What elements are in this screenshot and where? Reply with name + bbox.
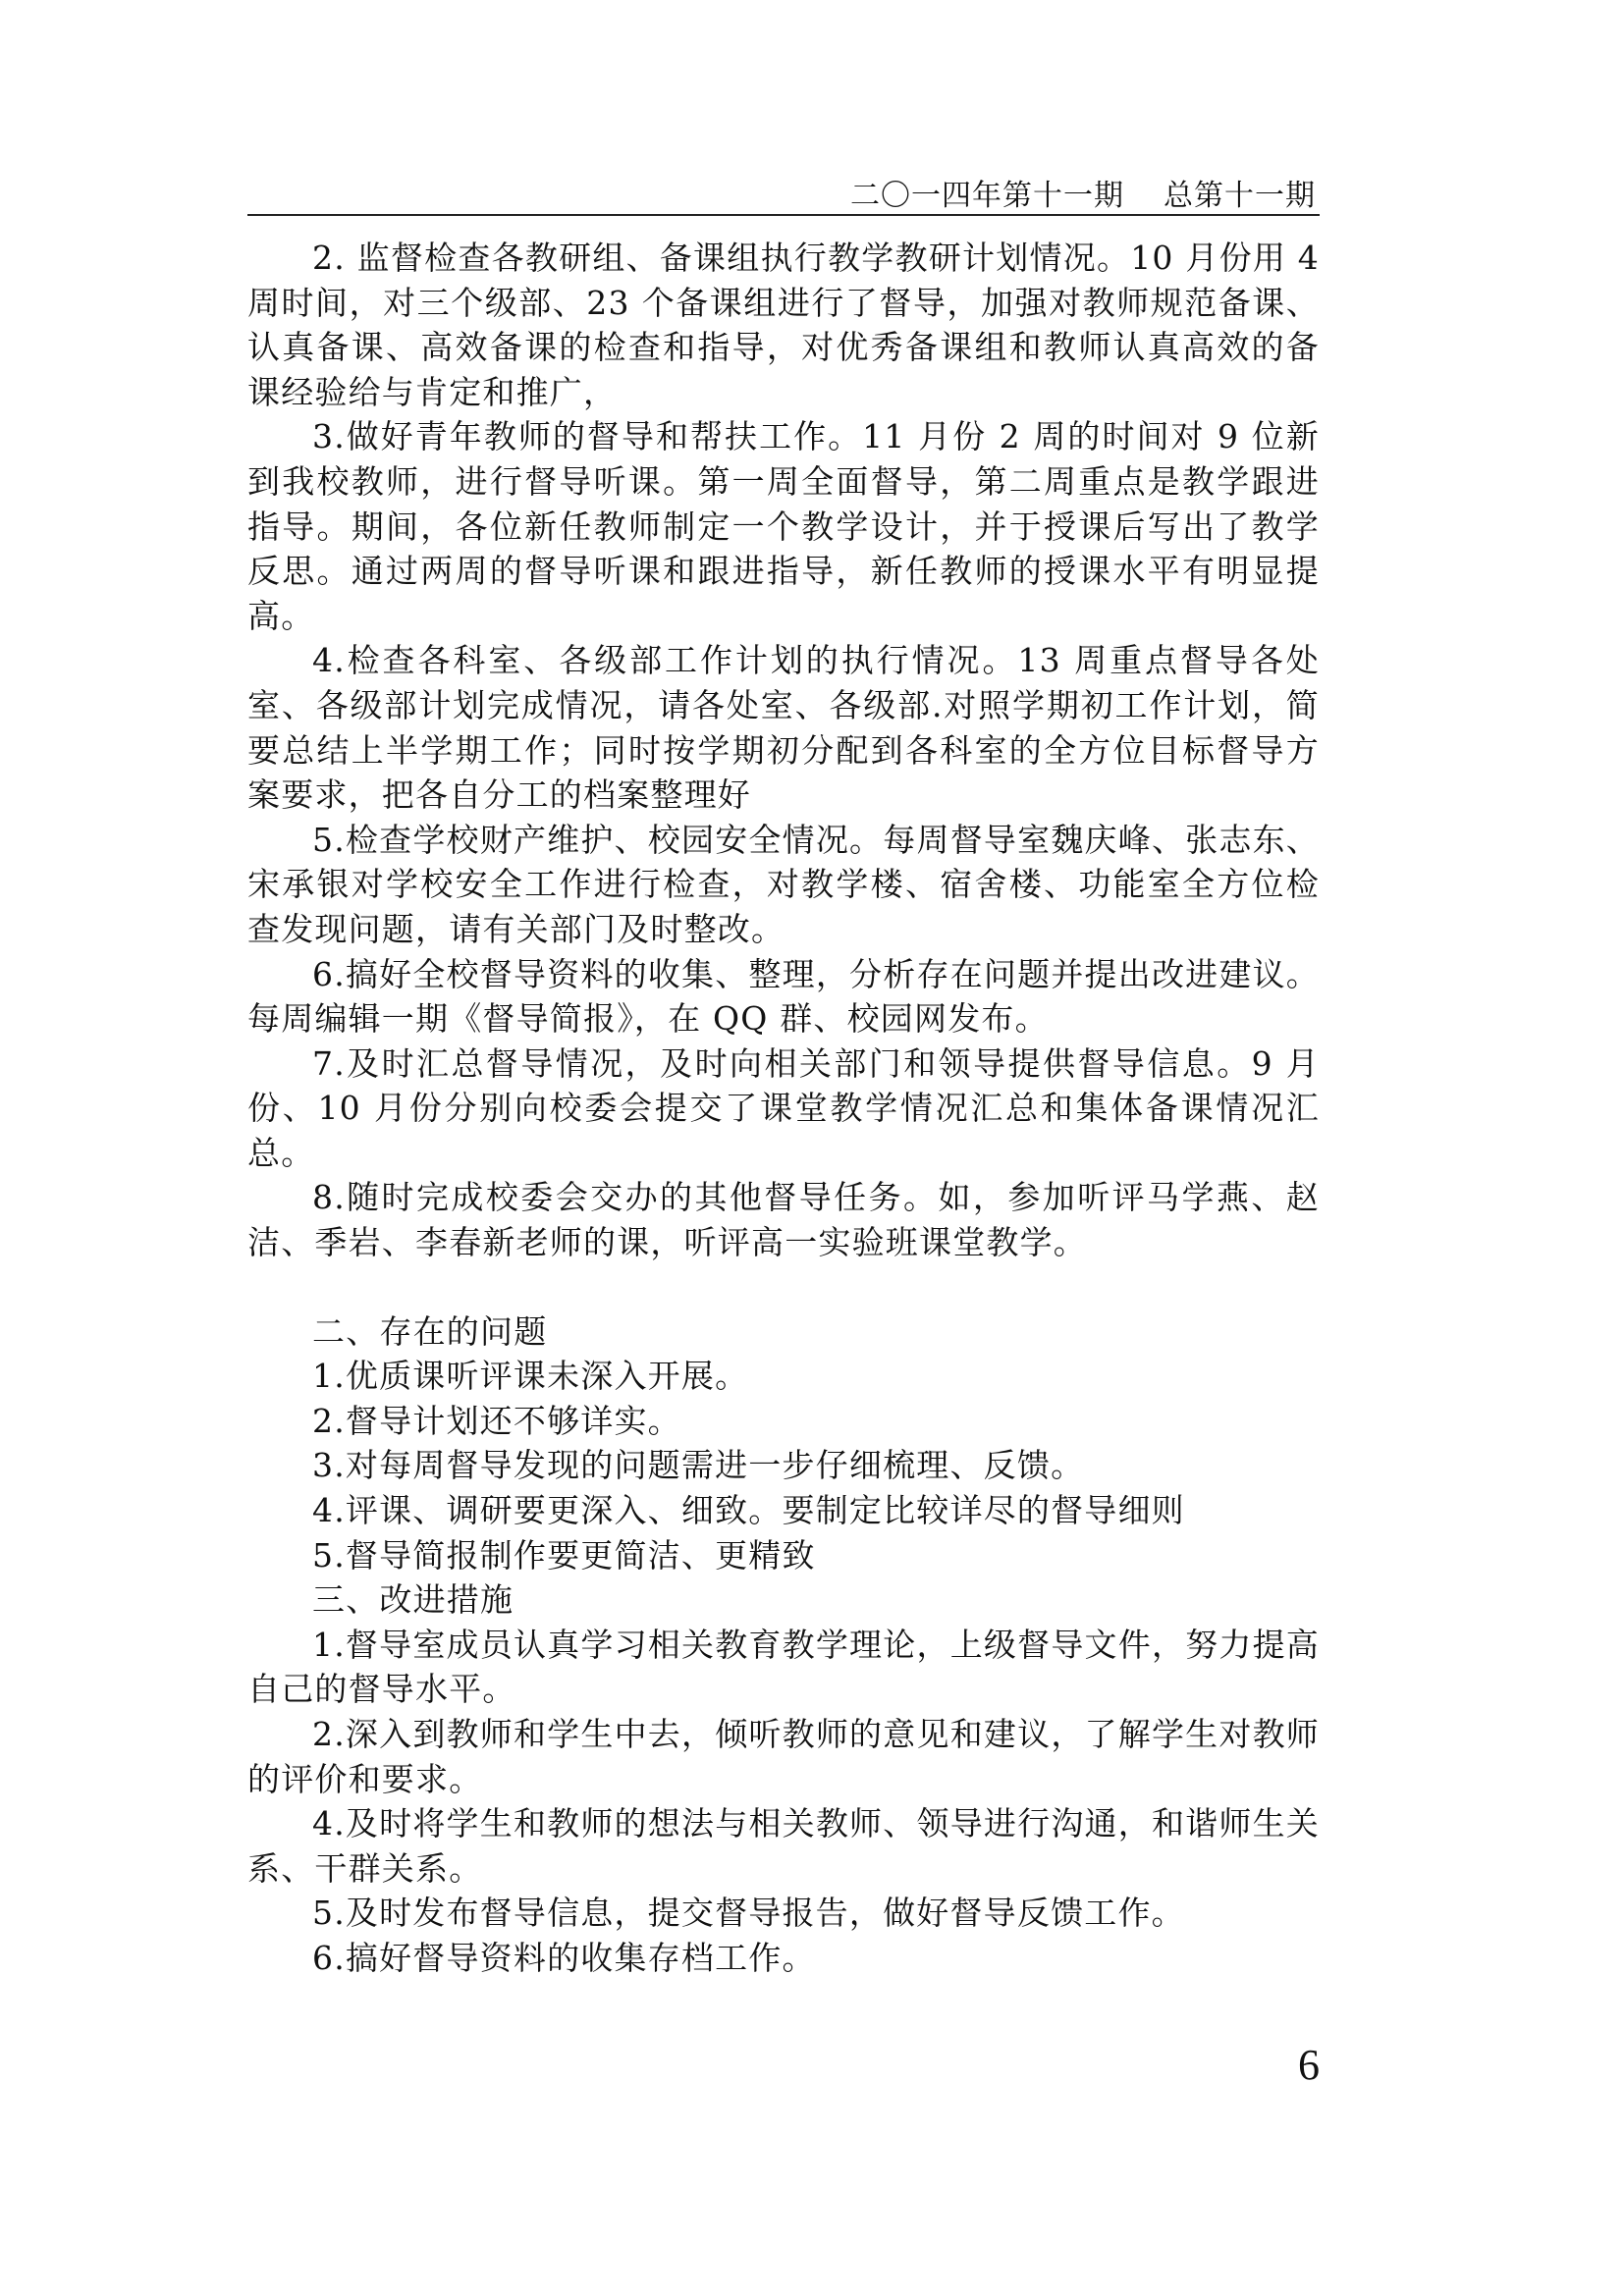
section1-item-4: 4.检查各科室、各级部工作计划的执行情况。13 周重点督导各处室、各级部计划完成情况，请各处室、各级部.对照学期初工作计划，简要总结上半学期工作；同时按学期初分配到各科室的全方位目标督导方案要求，把各自分工的档案整理好 bbox=[247, 641, 1320, 815]
section2-item-3: 3.对每周督导发现的问题需进一步仔细梳理、反馈。 bbox=[312, 1446, 1085, 1485]
section1-item-7: 7.及时汇总督导情况，及时向相关部门和领导提供督导信息。9 月份、10 月份分别向校委会提交了课堂教学情况汇总和集体备课情况汇总。 bbox=[247, 1043, 1320, 1172]
section1-item-6: 6.搞好全校督导资料的收集、整理，分析存在问题并提出改进建议。每周编辑一期《督导简报》，在 QQ 群、校园网发布。 bbox=[247, 954, 1320, 1039]
section2-item-5: 5.督导简报制作要更简洁、更精致 bbox=[312, 1535, 816, 1575]
section1-item-3: 3.做好青年教师的督导和帮扶工作。11 月份 2 周的时间对 9 位新到我校教师，进行督导听课。第一周全面督导，第二周重点是教学跟进指导。期间，各位新任教师制定一个教学设计，并于授课后写出了教学反思。通过两周的督导听课和跟进指导，新任教师的授课水平有明显提高。 bbox=[247, 417, 1320, 635]
page-number: 6 bbox=[1298, 2041, 1320, 2089]
section2-title: 二、存在的问题 bbox=[312, 1311, 548, 1351]
page-body bbox=[247, 236, 1320, 1981]
section1-item-2: 2. 监督检查各教研组、备课组执行教学教研计划情况。10 月份用 4 周时间，对三个级部、23 个备课组进行了督导，加强对教师规范备课、认真备课、高效备课的检查和指导，对优秀备课组和教师认真高效的备课经验给与肯定和推广， bbox=[247, 239, 1320, 411]
header-issue: 二〇一四年第十一期 bbox=[850, 179, 1124, 213]
section-gap bbox=[247, 1265, 1320, 1309]
section3-item-1: 1.督导室成员认真学习相关教育教学理论，上级督导文件，努力提高自己的督导水平。 bbox=[247, 1625, 1320, 1709]
section1-item-8: 8.随时完成校委会交办的其他督导任务。如，参加听评马学燕、赵洁、季岩、李春新老师的课，听评高一实验班课堂教学。 bbox=[247, 1178, 1320, 1262]
section3-item-5: 5.及时发布督导信息，提交督导报告，做好督导反馈工作。 bbox=[312, 1894, 1185, 1933]
section3-item-6: 6.搞好督导资料的收集存档工作。 bbox=[312, 1938, 816, 1977]
section2-item-1: 1.优质课听评课未深入开展。 bbox=[312, 1357, 749, 1396]
header-total-issue: 总第十一期 bbox=[1164, 179, 1316, 213]
running-header bbox=[247, 165, 1320, 216]
section3-item-2: 2.深入到教师和学生中去，倾听教师的意见和建议，了解学生对教师的评价和要求。 bbox=[247, 1715, 1320, 1798]
section3-item-4: 4.及时将学生和教师的想法与相关教师、领导进行沟通，和谐师生关系、干群关系。 bbox=[247, 1804, 1320, 1888]
header-text bbox=[850, 171, 1316, 214]
section2-item-2: 2.督导计划还不够详实。 bbox=[312, 1401, 681, 1440]
section1-item-5: 5.检查学校财产维护、校园安全情况。每周督导室魏庆峰、张志东、宋承银对学校安全工作进行检查，对教学楼、宿舍楼、功能室全方位检查发现问题，请有关部门及时整改。 bbox=[247, 820, 1320, 948]
section3-title: 三、改进措施 bbox=[312, 1580, 514, 1620]
section2-item-4: 4.评课、调研要更深入、细致。要制定比较详尽的督导细则 bbox=[312, 1491, 1185, 1530]
